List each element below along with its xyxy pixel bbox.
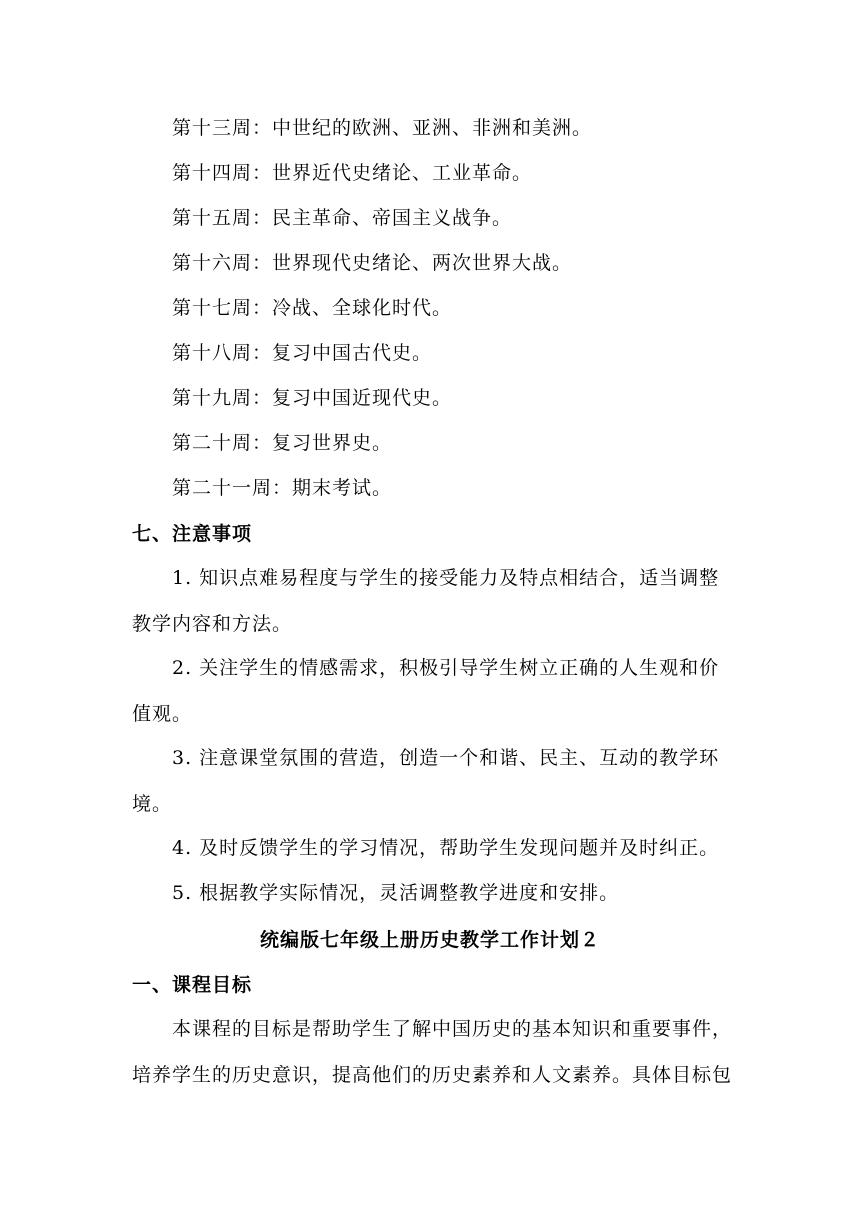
- schedule-line: 第十七周：冷战、全球化时代。: [172, 297, 453, 319]
- section-heading: 一、课程目标: [132, 974, 253, 996]
- schedule-line: 第十九周：复习中国近现代史。: [172, 387, 453, 409]
- schedule-line: 第十三周：中世纪的欧洲、亚洲、非洲和美洲。: [172, 117, 593, 139]
- schedule-line: 第二十一周：期末考试。: [172, 477, 393, 499]
- note-item: 3. 注意课堂氛围的营造，创造一个和谐、民主、互动的教学环境。: [132, 747, 720, 815]
- schedule-line: 第十五周：民主革命、帝国主义战争。: [172, 207, 513, 229]
- intro-paragraph: 本课程的目标是帮助学生了解中国历史的基本知识和重要事件，培养学生的历史意识，提高他们的历史素养和人文素养。具体目标包: [132, 1018, 733, 1086]
- schedule-line: 第二十周：复习世界史。: [172, 432, 393, 454]
- schedule-line: 第十六周：世界现代史绪论、两次世界大战。: [172, 252, 573, 274]
- note-item: 2. 关注学生的情感需求，积极引导学生树立正确的人生观和价值观。: [132, 657, 720, 725]
- note-item: 5. 根据教学实际情况，灵活调整教学进度和安排。: [172, 882, 620, 904]
- note-item: 1. 知识点难易程度与学生的接受能力及特点相结合，适当调整教学内容和方法。: [132, 567, 720, 635]
- document-title: 统编版七年级上册历史教学工作计划２: [259, 929, 600, 951]
- schedule-line: 第十四周：世界近代史绪论、工业革命。: [172, 162, 533, 184]
- section-heading: 七、注意事项: [132, 523, 253, 545]
- schedule-line: 第十八周：复习中国古代史。: [172, 342, 433, 364]
- note-item: 4. 及时反馈学生的学习情况，帮助学生发现问题并及时纠正。: [172, 837, 720, 859]
